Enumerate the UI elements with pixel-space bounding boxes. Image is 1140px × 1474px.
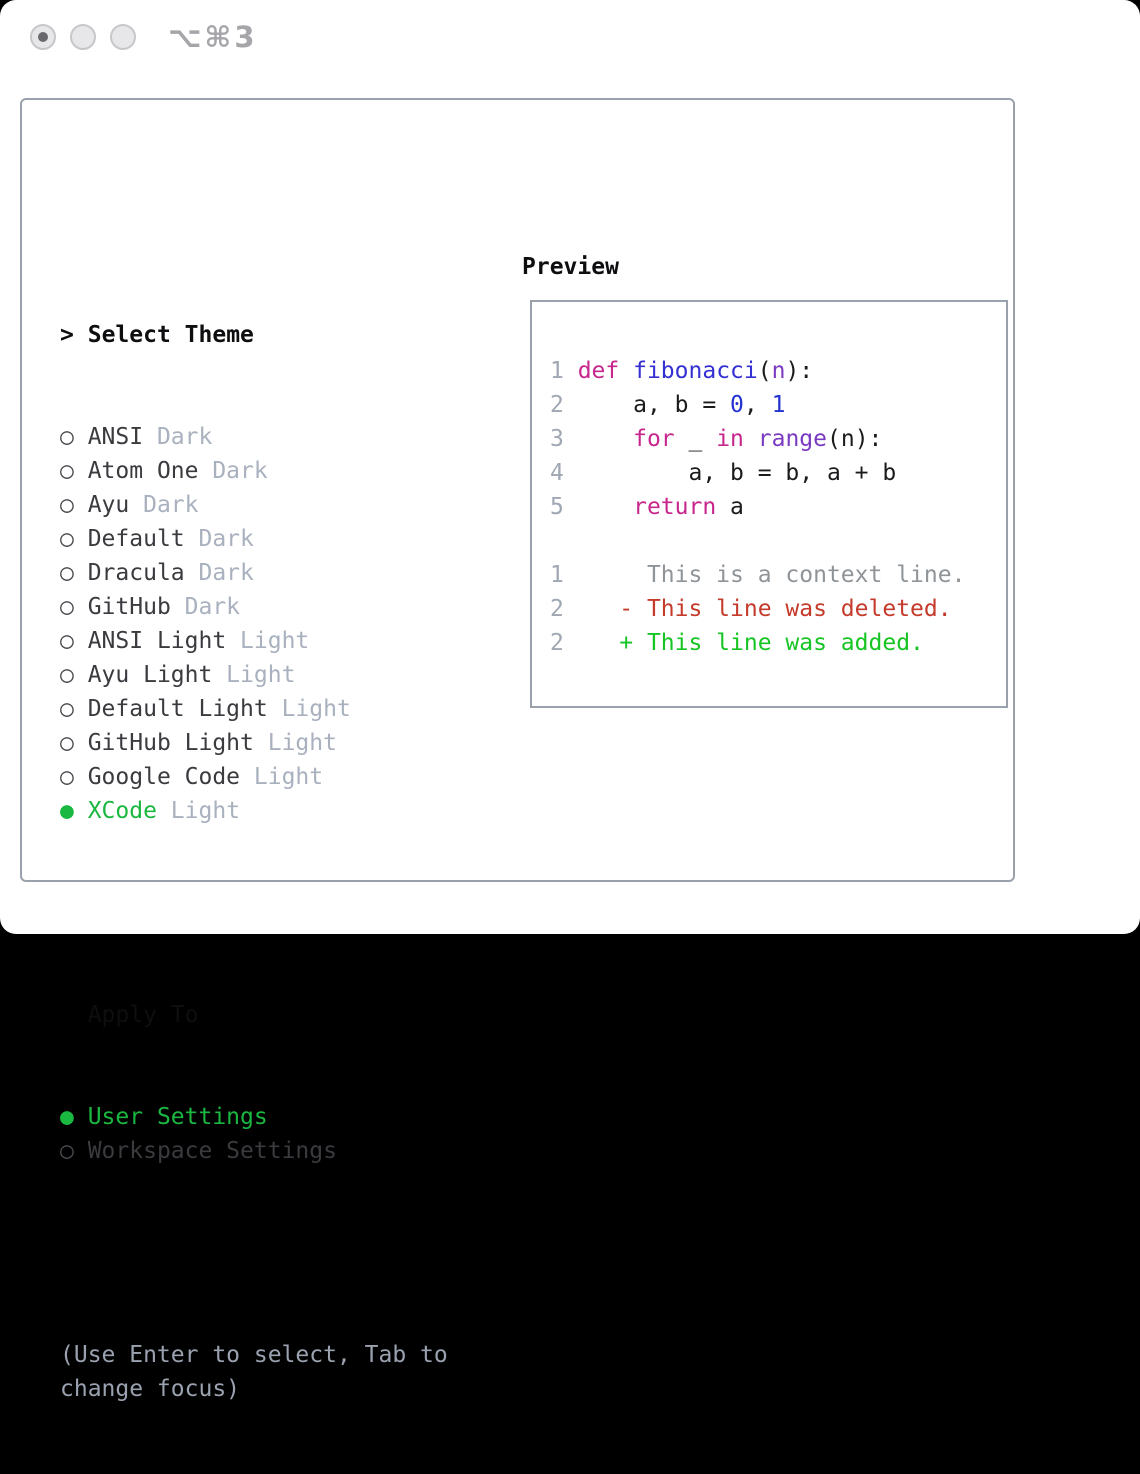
code-preview: [550, 354, 965, 660]
theme-option[interactable]: [60, 590, 498, 624]
code-token: return: [633, 494, 717, 520]
select-theme-header: [60, 318, 498, 352]
line-number: 2: [550, 392, 578, 418]
theme-option[interactable]: [60, 624, 498, 658]
apply-to-list: [60, 1100, 498, 1168]
theme-name: Ayu: [87, 492, 130, 518]
radio-icon: ●: [60, 1104, 88, 1130]
theme-tag: Dark: [184, 560, 254, 586]
spacer: [60, 896, 498, 930]
line-number: 4: [550, 460, 578, 486]
code-token: [619, 358, 633, 384]
code-token: in: [716, 426, 744, 452]
apply-to-header: Apply To: [87, 1002, 199, 1028]
theme-tag: Light: [267, 696, 351, 722]
radio-icon: ○: [60, 560, 88, 586]
diff-line: [550, 558, 965, 592]
theme-name: GitHub Light: [87, 730, 254, 756]
theme-option[interactable]: [60, 726, 498, 760]
theme-tag: Dark: [143, 424, 213, 450]
theme-option[interactable]: [60, 420, 498, 454]
theme-tag: Light: [212, 662, 296, 688]
keyboard-hint: (Use Enter to select, Tab to change focus): [60, 1342, 448, 1402]
code-token: a: [716, 494, 744, 520]
apply-to-label: Workspace Settings: [87, 1138, 337, 1164]
code-token: [578, 494, 633, 520]
line-number: 1: [550, 562, 564, 588]
line-number: 1: [550, 358, 578, 384]
theme-option[interactable]: [60, 794, 498, 828]
theme-option[interactable]: [60, 522, 498, 556]
spacer: [60, 1236, 498, 1270]
theme-tag: Light: [226, 628, 310, 654]
code-token: ):: [785, 358, 814, 384]
diff-text: - This line was deleted.: [563, 596, 952, 622]
radio-icon: ○: [60, 1138, 88, 1164]
theme-name: Atom One: [87, 458, 199, 484]
active-dot-icon: [38, 32, 48, 42]
diff-text: + This line was added.: [563, 630, 924, 656]
code-token: (: [757, 358, 772, 384]
theme-tag: Light: [156, 798, 241, 824]
code-token: [744, 426, 758, 452]
theme-option[interactable]: [60, 488, 498, 522]
theme-name: Default: [87, 526, 185, 552]
theme-name: Default Light: [87, 696, 268, 722]
code-token: [578, 426, 633, 452]
code-line: [550, 490, 965, 524]
theme-name: Dracula: [87, 560, 185, 586]
code-token: _: [674, 426, 717, 452]
code-line: [550, 354, 965, 388]
radio-icon: ○: [60, 764, 88, 790]
code-token: range: [757, 426, 827, 452]
theme-name: GitHub: [87, 594, 171, 620]
line-number: 2: [550, 596, 564, 622]
minimize-button[interactable]: [70, 24, 96, 50]
diff-line: [550, 626, 965, 660]
radio-icon: ○: [60, 662, 88, 688]
theme-name: XCode: [87, 798, 157, 824]
spacer: [550, 524, 965, 558]
apply-to-option[interactable]: [60, 1100, 498, 1134]
theme-column: [60, 250, 498, 1474]
theme-name: Ayu Light: [87, 662, 213, 688]
code-token: 0: [730, 392, 744, 418]
theme-tag: Light: [253, 730, 337, 756]
theme-name: ANSI Light: [87, 628, 227, 654]
code-line: [550, 422, 965, 456]
theme-name: Google Code: [87, 764, 241, 790]
theme-option[interactable]: [60, 692, 498, 726]
theme-tag: Dark: [170, 594, 241, 620]
diff-text: This is a context line.: [563, 562, 966, 588]
close-button[interactable]: [30, 24, 56, 50]
code-token: a, b =: [577, 392, 731, 418]
preview-header: Preview: [522, 254, 619, 280]
radio-icon: ○: [60, 526, 88, 552]
prompt-icon: >: [60, 322, 74, 348]
code-token: a, b = b, a + b: [577, 460, 897, 486]
line-number: 5: [550, 494, 578, 520]
code-token: for: [633, 426, 675, 452]
theme-name: ANSI: [87, 424, 144, 450]
apply-to-option[interactable]: [60, 1134, 498, 1168]
theme-option[interactable]: [60, 658, 498, 692]
title-bar: [0, 0, 1140, 74]
theme-tag: Light: [240, 764, 324, 790]
code-token: (n):: [827, 426, 883, 452]
diff-line: [550, 592, 965, 626]
theme-tag: Dark: [184, 526, 254, 552]
code-token: n: [771, 358, 786, 384]
theme-option[interactable]: [60, 760, 498, 794]
line-number: 2: [550, 630, 564, 656]
radio-icon: ●: [60, 798, 88, 824]
radio-icon: ○: [60, 696, 88, 722]
select-theme-title: Select Theme: [87, 322, 254, 348]
theme-picker-panel: [20, 98, 1015, 1402]
line-number: 3: [550, 426, 578, 452]
radio-icon: ○: [60, 458, 88, 484]
theme-option[interactable]: [60, 454, 498, 488]
code-token: def: [577, 358, 620, 384]
theme-tag: Dark: [198, 458, 268, 484]
code-line: [550, 456, 965, 490]
radio-icon: ○: [60, 628, 88, 654]
theme-list: [60, 420, 498, 828]
code-token: ,: [743, 392, 772, 418]
theme-tag: Dark: [129, 492, 199, 518]
theme-option[interactable]: [60, 556, 498, 590]
radio-icon: ○: [60, 492, 88, 518]
code-token: 1: [771, 392, 786, 418]
code-token: fibonacci: [633, 358, 758, 384]
radio-icon: ○: [60, 594, 88, 620]
preview-box: [530, 300, 1008, 708]
radio-icon: ○: [60, 424, 88, 450]
code-line: [550, 388, 965, 422]
apply-to-label: User Settings: [87, 1104, 268, 1130]
radio-icon: ○: [60, 730, 88, 756]
traffic-lights: [30, 24, 136, 50]
window-title: ⌥⌘3: [168, 20, 258, 54]
zoom-button[interactable]: [110, 24, 136, 50]
